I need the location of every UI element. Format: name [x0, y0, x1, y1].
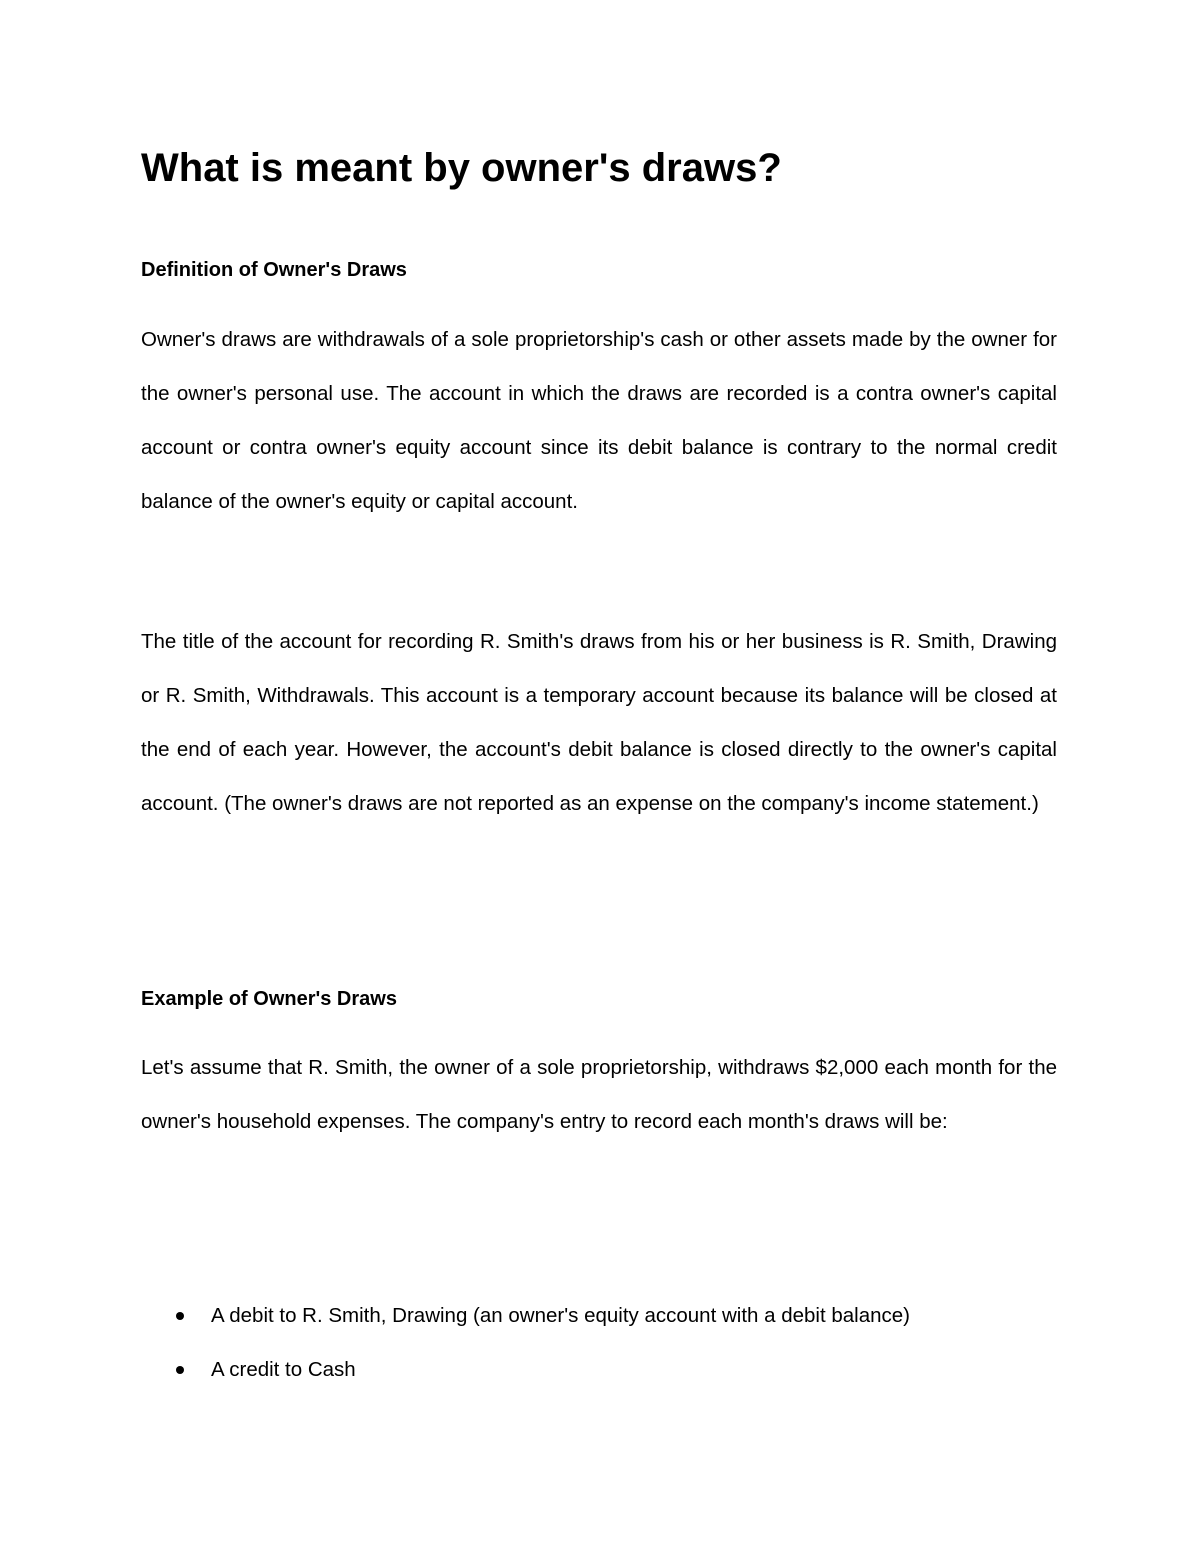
example-paragraph: Let's assume that R. Smith, the owner of a sole proprietorship, withdraws $2,000 each month for the owner's household expenses. The company's entry to record each month's draws will be: [141, 1056, 1057, 1133]
bullet-icon [176, 1312, 184, 1320]
definition-paragraph-2: The title of the account for recording R. Smith's draws from his or her business is R. Smith, Drawing or R. Smith, Withdrawals. This account is a temporary account because its balance will be closed at the end of each year. However, the account's debit balance is closed directly to the owner's capital account. (The owner's draws are not reported as an expense on the company's income statement.) [141, 630, 1057, 815]
definition-paragraph-1: Owner's draws are withdrawals of a sole proprietorship's cash or other assets made by the owner for the owner's personal use. The account in which the draws are recorded is a contra owner's capital account or contra owner's equity account since its debit balance is contrary to the normal credit balance of the owner's equity or capital account. [141, 328, 1057, 513]
list-item-text: A debit to R. Smith, Drawing (an owner's equity account with a debit balance) [211, 1304, 911, 1327]
list-item-text: A credit to Cash [211, 1358, 356, 1381]
section-heading-example: Example of Owner's Draws [141, 988, 397, 1010]
bullet-icon [176, 1366, 184, 1374]
section-heading-definition: Definition of Owner's Draws [141, 259, 407, 281]
page-title: What is meant by owner's draws? [141, 146, 782, 190]
